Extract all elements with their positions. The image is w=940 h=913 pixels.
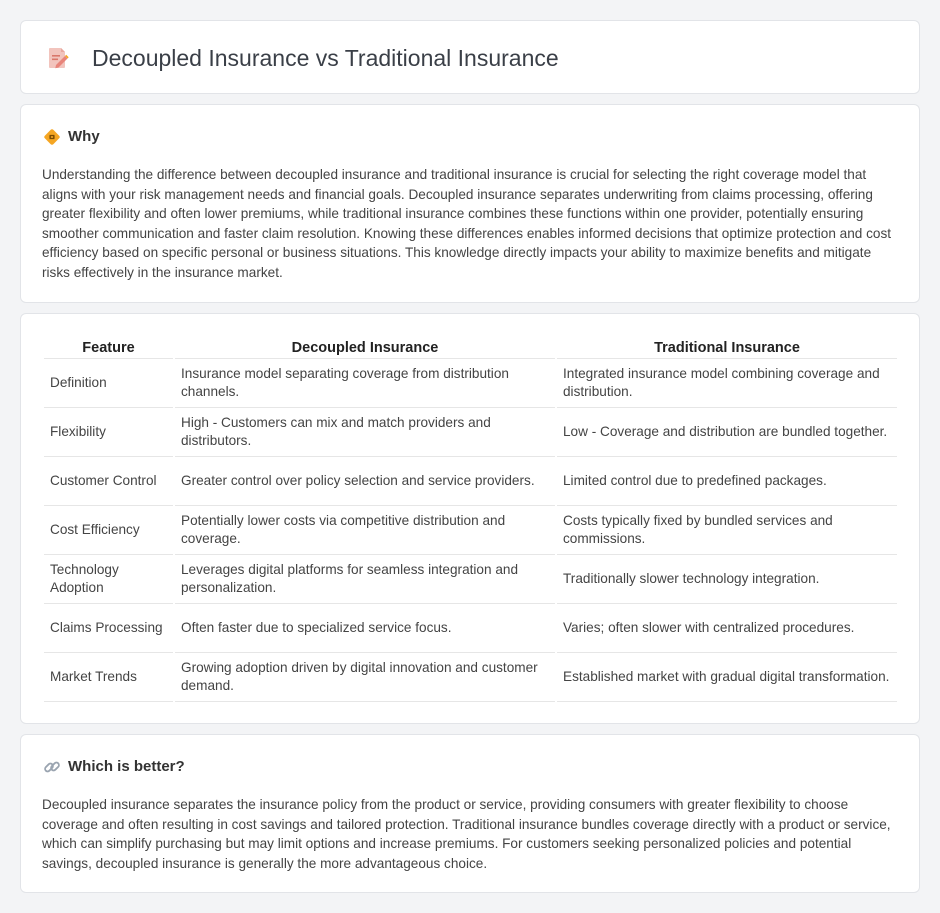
- document-pencil-icon: [47, 46, 69, 70]
- why-title: Why: [68, 128, 100, 145]
- feature-cell: Market Trends: [44, 653, 173, 702]
- table-row: [44, 604, 897, 653]
- why-header: [43, 127, 100, 147]
- table-row: [44, 457, 897, 506]
- table-row: [44, 555, 897, 604]
- table-row: [44, 653, 897, 702]
- decoupled-cell: Leverages digital platforms for seamless integration and personalization.: [175, 555, 555, 604]
- column-header-traditional: Traditional Insurance: [557, 335, 897, 359]
- link-icon: [43, 758, 61, 776]
- table-row: [44, 408, 897, 457]
- feature-cell: Claims Processing: [44, 604, 173, 653]
- traditional-cell: Costs typically fixed by bundled services and commissions.: [557, 506, 897, 555]
- table-row: [44, 359, 897, 408]
- comparison-section: [20, 313, 920, 724]
- better-title: Which is better?: [68, 758, 185, 775]
- column-header-decoupled: Decoupled Insurance: [175, 335, 555, 359]
- title-card: [20, 20, 920, 94]
- traditional-cell: Varies; often slower with centralized procedures.: [557, 604, 897, 653]
- decoupled-cell: Insurance model separating coverage from distribution channels.: [175, 359, 555, 408]
- diamond-sign-icon: [43, 128, 61, 146]
- which-is-better-section: [20, 734, 920, 893]
- why-text: Understanding the difference between decoupled insurance and traditional insurance is crucial for selecting the right coverage model that aligns with your risk management needs and financial goals. Decoupled insurance separates underwriting from claims processing, offering greater flexibility and often lower premiums, while traditional insurance combines these functions within one provider, potentially ensuring smoother communication and faster claim resolution. Knowing these differences enables informed decisions that optimize protection and cost efficiency based on specific personal or business situations. This knowledge directly impacts your ability to maximize benefits and mitigate risks effectively in the insurance market.: [42, 167, 892, 280]
- traditional-cell: Established market with gradual digital transformation.: [557, 653, 897, 702]
- decoupled-cell: Potentially lower costs via competitive distribution and coverage.: [175, 506, 555, 555]
- why-section: [20, 104, 920, 303]
- traditional-cell: Limited control due to predefined packages.: [557, 457, 897, 506]
- traditional-cell: Low - Coverage and distribution are bundled together.: [557, 408, 897, 457]
- table-header-row: [44, 335, 897, 359]
- decoupled-cell: High - Customers can mix and match providers and distributors.: [175, 408, 555, 457]
- decoupled-cell: Greater control over policy selection and service providers.: [175, 457, 555, 506]
- feature-cell: Definition: [44, 359, 173, 408]
- traditional-cell: Integrated insurance model combining coverage and distribution.: [557, 359, 897, 408]
- better-text: Decoupled insurance separates the insurance policy from the product or service, providing consumers with greater flexibility to choose coverage and often resulting in cost savings and tailored protection. Traditional insurance bundles coverage directly with a product or service, which can simplify purchasing but may limit options and increase premiums. For customers seeking personalized policies and potential savings, decoupled insurance is generally the more advantageous choice.: [42, 797, 891, 871]
- decoupled-cell: Growing adoption driven by digital innovation and customer demand.: [175, 653, 555, 702]
- better-header: [43, 757, 185, 777]
- feature-cell: Customer Control: [44, 457, 173, 506]
- feature-cell: Technology Adoption: [44, 555, 173, 604]
- traditional-cell: Traditionally slower technology integration.: [557, 555, 897, 604]
- decoupled-cell: Often faster due to specialized service focus.: [175, 604, 555, 653]
- comparison-table: [42, 335, 899, 702]
- table-row: [44, 506, 897, 555]
- feature-cell: Cost Efficiency: [44, 506, 173, 555]
- feature-cell: Flexibility: [44, 408, 173, 457]
- page-title: Decoupled Insurance vs Traditional Insurance: [92, 45, 559, 71]
- column-header-feature: Feature: [44, 335, 173, 359]
